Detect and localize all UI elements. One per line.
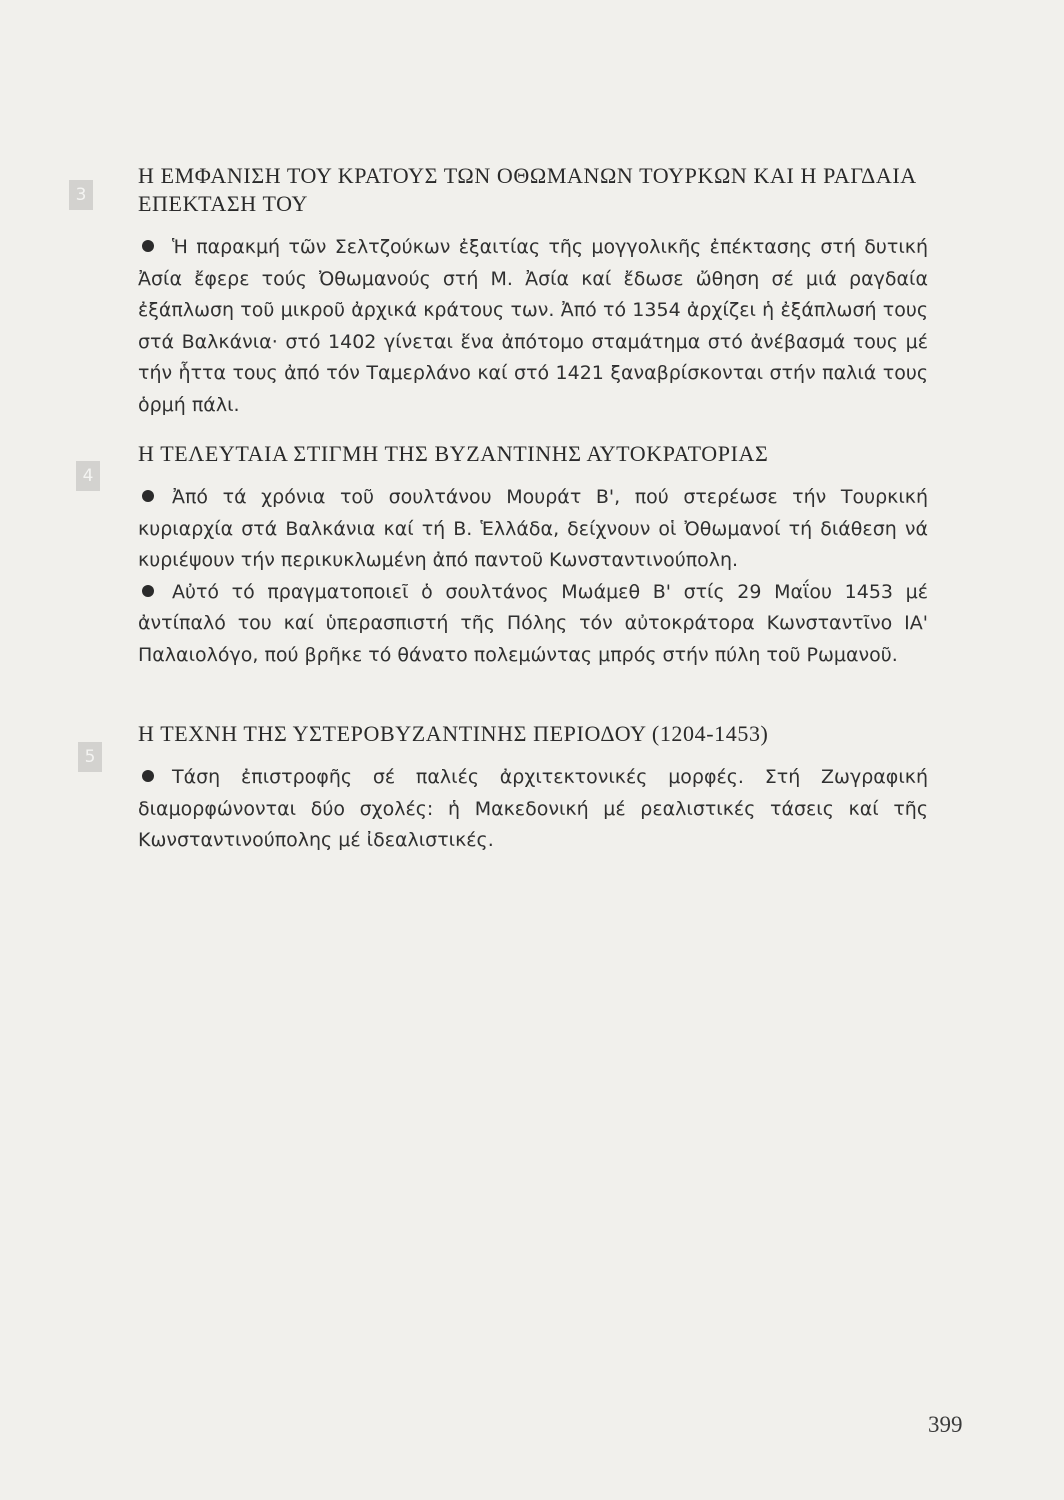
section-heading: Η ΤΕΛΕΥΤΑΙΑ ΣΤΙΓΜΗ ΤΗΣ ΒΥΖΑΝΤΙΝΗΣ ΑΥΤΟΚΡΑΤΟΡΙΑΣ (138, 441, 769, 466)
paragraph-text: Ἡ παρακμή τῶν Σελτζούκων ἐξαιτίας τῆς μογγολικῆς ἐπέκτασης στή δυτική Ἀσία ἔφερε τούς Ὀθωμανούς στή Μ. Ἀσία καί ἔδωσε ὤθηση σέ μιά ραγδαία ἐξάπλωση τοῦ μικροῦ ἀρχικά κράτους των. Ἀπό τό 1354 ἀρχίζει ἡ ἐξάπλωσή τους στά Βαλκάνια· στό 1402 γίνεται ἕνα ἀπότομο σταμάτημα στό ἀνέβασμά τους μέ τήν ἧττα τους ἀπό τόν Ταμερλάνο καί στό 1421 ξαναβρίσκονται στήν παλιά τους ὁρμή πάλι. (138, 236, 928, 416)
section-number-badge: 3 (69, 180, 93, 210)
section-heading: Η ΕΜΦΑΝΙΣΗ ΤΟΥ ΚΡΑΤΟΥΣ ΤΩΝ ΟΘΩΜΑΝΩΝ ΤΟΥΡΚΩΝ ΚΑΙ Η ΡΑΓΔΑΙΑ ΕΠΕΚΤΑΣΗ ΤΟΥ (138, 163, 916, 216)
paragraph (138, 232, 928, 421)
paragraph-text: Αὐτό τό πραγματοποιεῖ ὁ σουλτάνος Μωάμεθ Β' στίς 29 Μαΐου 1453 μέ ἀντίπαλό του καί ὑπερασπιστή τῆς Πόλης τόν αὐτοκράτορα Κωνσταντῖνο ΙΑ' Παλαιολόγο, πού βρῆκε τό θάνατο πολεμώντας μπρός στήν πύλη τοῦ Ρωμανοῦ. (138, 580, 928, 666)
section-last-moment-byzantium (138, 440, 928, 671)
page-number: 399 (928, 1412, 963, 1437)
section-number-badge: 5 (78, 742, 102, 772)
section-heading: Η ΤΕΧΝΗ ΤΗΣ ΥΣΤΕΡΟΒΥΖΑΝΤΙΝΗΣ ΠΕΡΙΟΔΟΥ (1204-1453) (138, 721, 769, 746)
paragraph (138, 482, 928, 577)
paragraph-text: Τάση ἐπιστροφῆς σέ παλιές ἀρχιτεκτονικές μορφές. Στή Ζωγραφική διαμορφώνονται δύο σχολές: ἡ Μακεδονική μέ ρεαλιστικές τάσεις καί τῆς Κωνσταντινούπολης μέ ἰδεαλιστικές. (138, 766, 928, 851)
paragraph-text: Ἀπό τά χρόνια τοῦ σουλτάνου Μουράτ Β', πού στερέωσε τήν Τουρκική κυριαρχία στά Βαλκάνια καί τή Β. Ἑλλάδα, δείχνουν οἱ Ὀθωμανοί τή διάθεση νά κυριέψουν τήν περικυκλωμένη ἀπό παντοῦ Κωνσταντινούπολη. (138, 486, 928, 571)
section-late-byzantine-art (138, 720, 928, 857)
paragraph (138, 577, 928, 672)
bullet-icon (142, 240, 154, 252)
section-ottoman-expansion (138, 162, 928, 421)
bullet-icon (142, 585, 154, 597)
paragraph (138, 762, 928, 857)
section-number-badge: 4 (76, 461, 100, 491)
bullet-icon (142, 490, 154, 502)
bullet-icon (142, 770, 154, 782)
